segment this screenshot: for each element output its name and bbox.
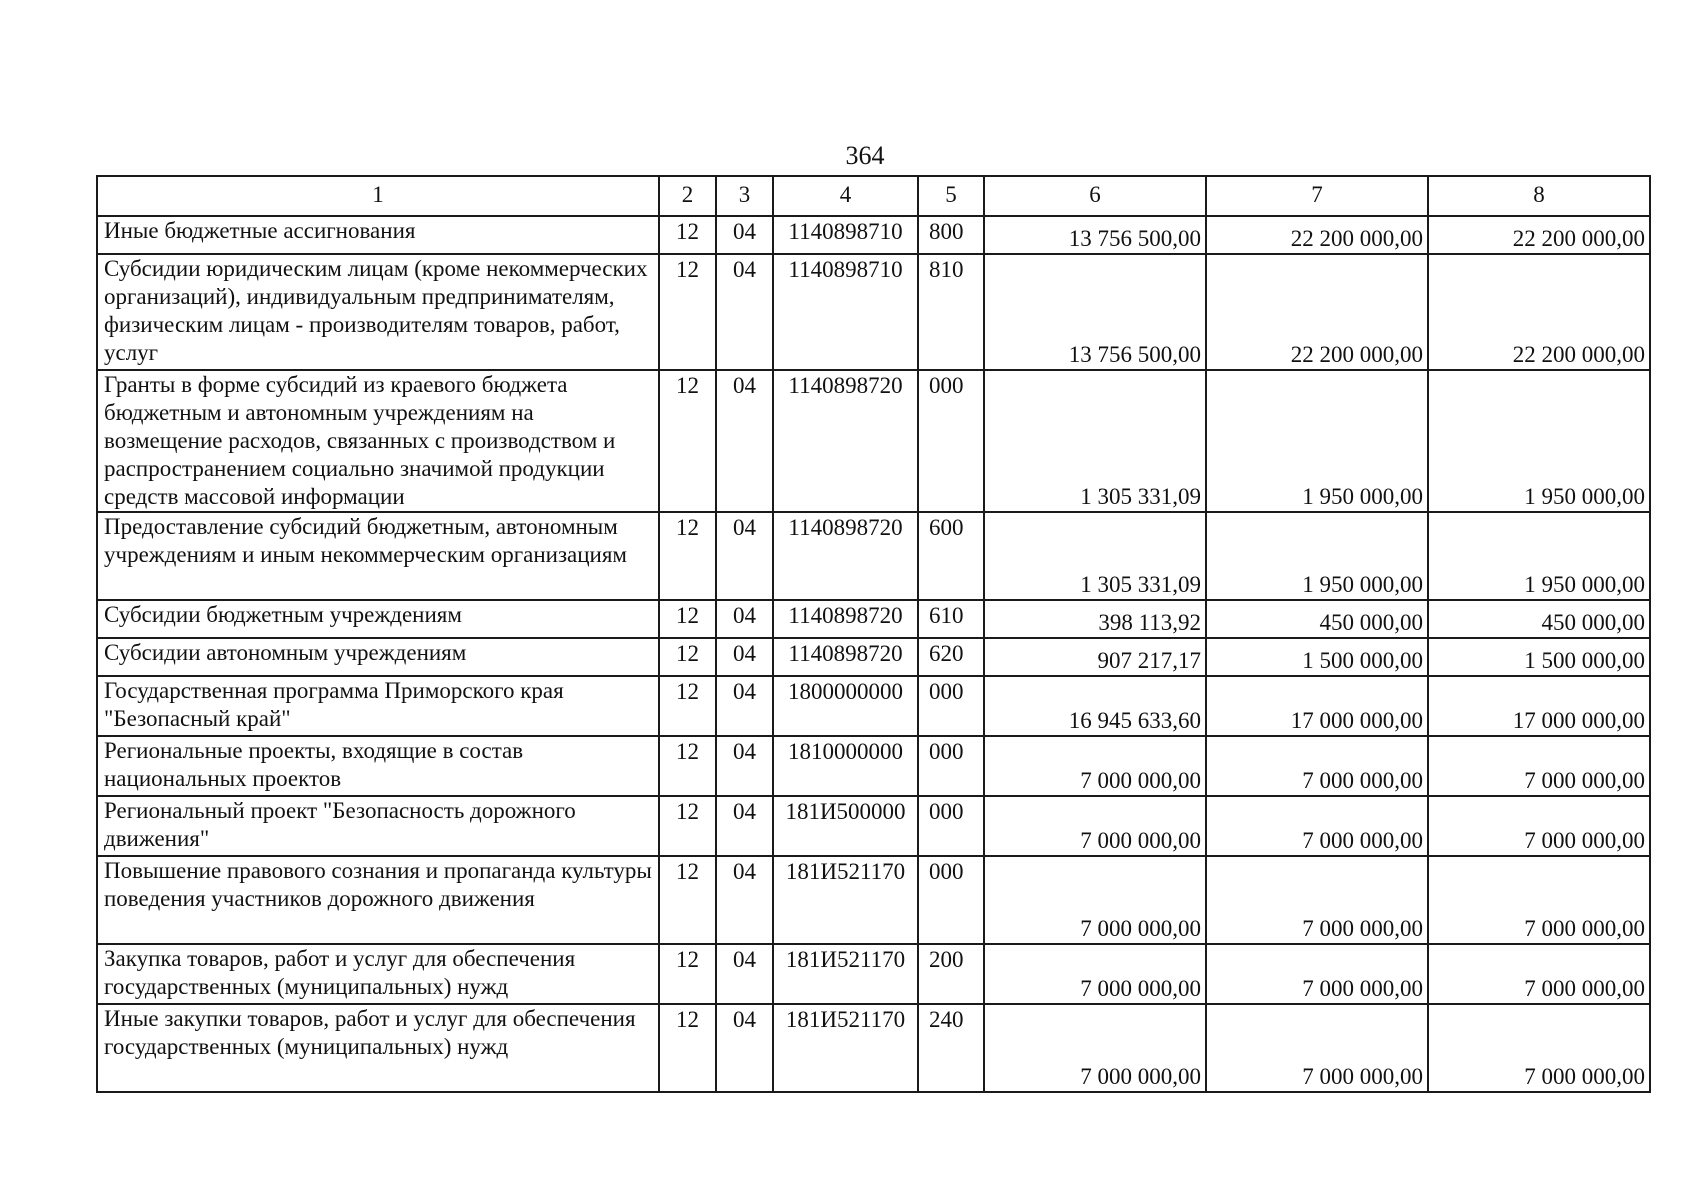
header-cell: 6	[984, 176, 1206, 216]
row-name: Гранты в форме субсидий из краевого бюджета бюджетным и автономным учреждениям на возмещение расходов, связанных с производством и распространением социально значимой продукции средств массовой информации	[97, 370, 659, 512]
row-subsection-code: 04	[716, 638, 773, 676]
table-row	[97, 736, 1650, 796]
row-amount-6: 7 000 000,00	[984, 1004, 1206, 1092]
row-section-code: 12	[659, 370, 716, 512]
row-amount-8: 7 000 000,00	[1428, 944, 1650, 1004]
row-subsection-code: 04	[716, 856, 773, 944]
header-cell: 4	[773, 176, 918, 216]
row-expense-type: 620	[918, 638, 984, 676]
row-amount-6: 7 000 000,00	[984, 856, 1206, 944]
row-amount-7: 1 500 000,00	[1206, 638, 1428, 676]
row-amount-7: 1 950 000,00	[1206, 512, 1428, 600]
table-row	[97, 796, 1650, 856]
table-header-row	[97, 176, 1650, 216]
row-target-code: 1140898720	[773, 512, 918, 600]
row-expense-type: 200	[918, 944, 984, 1004]
header-cell: 3	[716, 176, 773, 216]
row-section-code: 12	[659, 1004, 716, 1092]
page-number: 364	[845, 141, 885, 170]
row-amount-6: 7 000 000,00	[984, 796, 1206, 856]
row-target-code: 181И521170	[773, 944, 918, 1004]
table-row	[97, 216, 1650, 254]
row-amount-8: 22 200 000,00	[1428, 216, 1650, 254]
row-amount-6: 7 000 000,00	[984, 944, 1206, 1004]
table-row	[97, 254, 1650, 370]
row-amount-8: 1 950 000,00	[1428, 370, 1650, 512]
row-name: Иные бюджетные ассигнования	[97, 216, 659, 254]
row-target-code: 1800000000	[773, 676, 918, 736]
table-row	[97, 512, 1650, 600]
row-expense-type: 600	[918, 512, 984, 600]
row-name: Региональные проекты, входящие в состав национальных проектов	[97, 736, 659, 796]
row-target-code: 181И500000	[773, 796, 918, 856]
row-amount-6: 907 217,17	[984, 638, 1206, 676]
row-target-code: 1810000000	[773, 736, 918, 796]
row-section-code: 12	[659, 254, 716, 370]
row-expense-type: 000	[918, 856, 984, 944]
table-row	[97, 676, 1650, 736]
row-expense-type: 000	[918, 370, 984, 512]
row-expense-type: 000	[918, 736, 984, 796]
row-section-code: 12	[659, 676, 716, 736]
row-amount-8: 22 200 000,00	[1428, 254, 1650, 370]
row-target-code: 1140898710	[773, 216, 918, 254]
row-amount-6: 13 756 500,00	[984, 216, 1206, 254]
header-cell: 7	[1206, 176, 1428, 216]
row-amount-7: 17 000 000,00	[1206, 676, 1428, 736]
row-amount-6: 1 305 331,09	[984, 512, 1206, 600]
row-section-code: 12	[659, 512, 716, 600]
row-name: Субсидии автономным учреждениям	[97, 638, 659, 676]
header-cell: 2	[659, 176, 716, 216]
table-row	[97, 600, 1650, 638]
table-row	[97, 1004, 1650, 1092]
row-amount-6: 1 305 331,09	[984, 370, 1206, 512]
row-target-code: 1140898720	[773, 600, 918, 638]
row-section-code: 12	[659, 856, 716, 944]
table-row	[97, 638, 1650, 676]
row-amount-7: 1 950 000,00	[1206, 370, 1428, 512]
table-row	[97, 944, 1650, 1004]
row-subsection-code: 04	[716, 736, 773, 796]
row-section-code: 12	[659, 638, 716, 676]
row-target-code: 1140898710	[773, 254, 918, 370]
row-amount-6: 7 000 000,00	[984, 736, 1206, 796]
row-amount-7: 7 000 000,00	[1206, 736, 1428, 796]
row-amount-8: 7 000 000,00	[1428, 856, 1650, 944]
table-row	[97, 856, 1650, 944]
row-amount-8: 1 500 000,00	[1428, 638, 1650, 676]
row-section-code: 12	[659, 216, 716, 254]
row-name: Повышение правового сознания и пропаганда культуры поведения участников дорожного движения	[97, 856, 659, 944]
row-expense-type: 000	[918, 676, 984, 736]
row-name: Иные закупки товаров, работ и услуг для обеспечения государственных (муниципальных) нужд	[97, 1004, 659, 1092]
table-row	[97, 370, 1650, 512]
row-name: Государственная программа Приморского края "Безопасный край"	[97, 676, 659, 736]
row-expense-type: 800	[918, 216, 984, 254]
row-expense-type: 810	[918, 254, 984, 370]
row-amount-8: 7 000 000,00	[1428, 736, 1650, 796]
budget-table	[96, 175, 1651, 1093]
row-name: Субсидии юридическим лицам (кроме некоммерческих организаций), индивидуальным предпринимателям, физическим лицам - производителям товаров, работ, услуг	[97, 254, 659, 370]
row-amount-7: 7 000 000,00	[1206, 856, 1428, 944]
row-section-code: 12	[659, 736, 716, 796]
row-subsection-code: 04	[716, 1004, 773, 1092]
row-amount-7: 7 000 000,00	[1206, 796, 1428, 856]
header-cell: 8	[1428, 176, 1650, 216]
row-expense-type: 240	[918, 1004, 984, 1092]
row-target-code: 181И521170	[773, 856, 918, 944]
row-subsection-code: 04	[716, 370, 773, 512]
row-amount-7: 22 200 000,00	[1206, 216, 1428, 254]
row-target-code: 181И521170	[773, 1004, 918, 1092]
row-amount-6: 13 756 500,00	[984, 254, 1206, 370]
row-target-code: 1140898720	[773, 370, 918, 512]
row-subsection-code: 04	[716, 944, 773, 1004]
row-section-code: 12	[659, 944, 716, 1004]
row-name: Закупка товаров, работ и услуг для обеспечения государственных (муниципальных) нужд	[97, 944, 659, 1004]
row-subsection-code: 04	[716, 216, 773, 254]
row-subsection-code: 04	[716, 796, 773, 856]
row-section-code: 12	[659, 600, 716, 638]
row-target-code: 1140898720	[773, 638, 918, 676]
row-amount-8: 450 000,00	[1428, 600, 1650, 638]
row-amount-6: 16 945 633,60	[984, 676, 1206, 736]
row-amount-7: 22 200 000,00	[1206, 254, 1428, 370]
header-cell: 1	[97, 176, 659, 216]
row-subsection-code: 04	[716, 600, 773, 638]
row-amount-8: 7 000 000,00	[1428, 1004, 1650, 1092]
row-amount-6: 398 113,92	[984, 600, 1206, 638]
row-subsection-code: 04	[716, 512, 773, 600]
row-subsection-code: 04	[716, 254, 773, 370]
row-amount-8: 7 000 000,00	[1428, 796, 1650, 856]
header-cell: 5	[918, 176, 984, 216]
row-amount-7: 450 000,00	[1206, 600, 1428, 638]
row-amount-7: 7 000 000,00	[1206, 944, 1428, 1004]
row-amount-7: 7 000 000,00	[1206, 1004, 1428, 1092]
row-name: Предоставление субсидий бюджетным, автономным учреждениям и иным некоммерческим организациям	[97, 512, 659, 600]
row-amount-8: 17 000 000,00	[1428, 676, 1650, 736]
row-expense-type: 000	[918, 796, 984, 856]
row-expense-type: 610	[918, 600, 984, 638]
row-subsection-code: 04	[716, 676, 773, 736]
row-name: Субсидии бюджетным учреждениям	[97, 600, 659, 638]
row-section-code: 12	[659, 796, 716, 856]
row-name: Региональный проект "Безопасность дорожного движения"	[97, 796, 659, 856]
row-amount-8: 1 950 000,00	[1428, 512, 1650, 600]
